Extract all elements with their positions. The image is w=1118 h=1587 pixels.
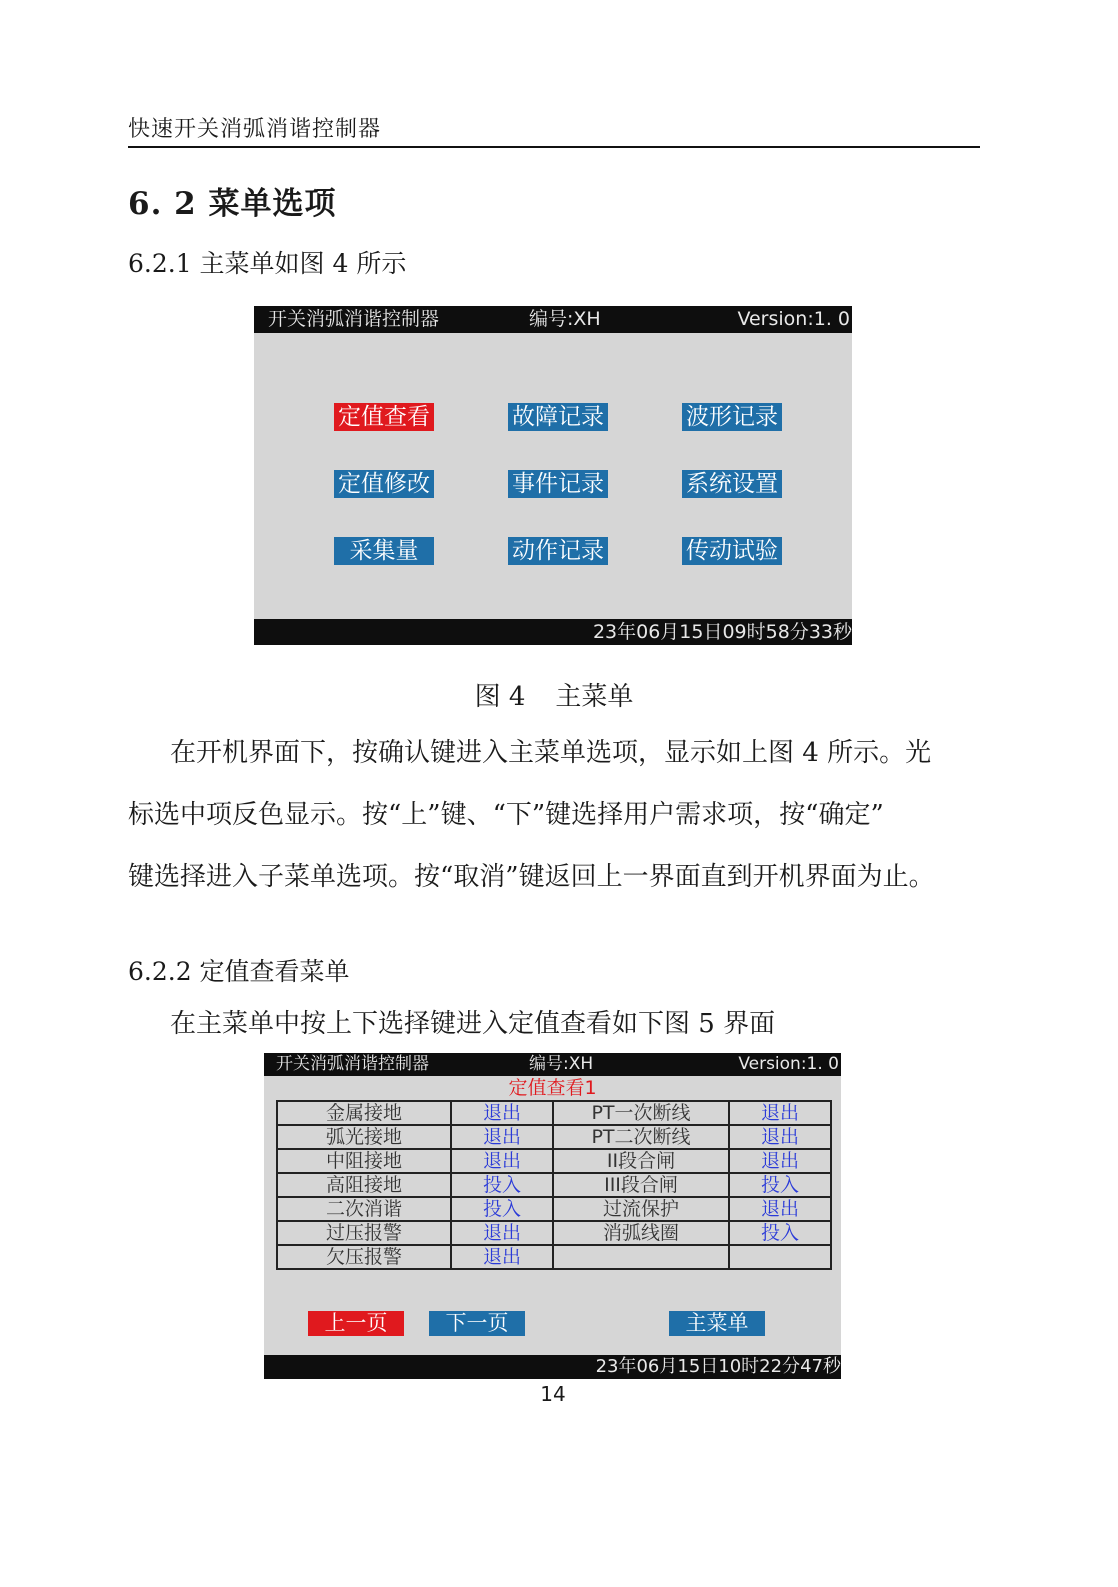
menu-item-acquisition[interactable]: 采集量 bbox=[334, 537, 434, 565]
table-row bbox=[277, 1149, 831, 1173]
setting-name: 金属接地 bbox=[277, 1101, 451, 1125]
setting-value[interactable]: 投入 bbox=[451, 1197, 553, 1221]
paragraph-line-3: 键选择进入子菜单选项。按“取消”键返回上一界面直到开机界面为止。 bbox=[128, 862, 935, 892]
table-row bbox=[277, 1125, 831, 1149]
setting-value[interactable]: 退出 bbox=[729, 1125, 831, 1149]
screen-datetime: 23年06月15日10时22分47秒 bbox=[595, 1356, 841, 1377]
setting-value[interactable]: 退出 bbox=[451, 1125, 553, 1149]
prev-page-button[interactable]: 上一页 bbox=[308, 1311, 404, 1336]
body-paragraph bbox=[128, 722, 980, 908]
setting-name: 过压报警 bbox=[277, 1221, 451, 1245]
device-version: Version:1. 0 bbox=[737, 308, 850, 330]
device-title: 开关消弧消谐控制器 bbox=[276, 1054, 429, 1074]
device-code: 编号:XH bbox=[529, 1054, 594, 1074]
section-title: 6. 2 菜单选项 bbox=[128, 186, 337, 222]
figure-4-caption-text: 主菜单 bbox=[555, 682, 634, 712]
setting-view-screen bbox=[264, 1053, 841, 1379]
subsection-6-2-2-intro: 在主菜单中按上下选择键进入定值查看如下图 5 界面 bbox=[170, 1009, 776, 1039]
device-version: Version:1. 0 bbox=[738, 1054, 839, 1074]
setting-value[interactable]: 退出 bbox=[451, 1149, 553, 1173]
next-page-button[interactable]: 下一页 bbox=[429, 1311, 525, 1336]
menu-item-action-record[interactable]: 动作记录 bbox=[508, 537, 608, 565]
menu-item-system-settings[interactable]: 系统设置 bbox=[682, 470, 782, 498]
device-code: 编号:XH bbox=[529, 308, 601, 330]
menu-item-setting-view[interactable]: 定值查看 bbox=[334, 403, 434, 431]
setting-name: 欠压报警 bbox=[277, 1245, 451, 1269]
setting-value[interactable]: 投入 bbox=[451, 1173, 553, 1197]
screen-title: 定值查看1 bbox=[508, 1077, 597, 1099]
menu-item-waveform-record[interactable]: 波形记录 bbox=[682, 403, 782, 431]
paragraph-line-1: 在开机界面下，按确认键进入主菜单选项，显示如上图 4 所示。光 bbox=[170, 738, 932, 768]
screen-status-bar bbox=[254, 619, 852, 645]
setting-value[interactable] bbox=[729, 1245, 831, 1269]
table-row bbox=[277, 1173, 831, 1197]
setting-name: 中阻接地 bbox=[277, 1149, 451, 1173]
setting-name: 消弧线圈 bbox=[553, 1221, 729, 1245]
table-row bbox=[277, 1197, 831, 1221]
screen-top-bar bbox=[254, 306, 852, 333]
figure-4-caption bbox=[0, 676, 1108, 713]
setting-value[interactable]: 退出 bbox=[729, 1101, 831, 1125]
main-menu-button[interactable]: 主菜单 bbox=[669, 1311, 765, 1336]
setting-name bbox=[553, 1245, 729, 1269]
table-row bbox=[277, 1245, 831, 1269]
device-title: 开关消弧消谐控制器 bbox=[268, 308, 440, 330]
setting-name: III段合闸 bbox=[553, 1173, 729, 1197]
header-rule bbox=[128, 146, 980, 148]
table-row bbox=[277, 1101, 831, 1125]
table-row bbox=[277, 1221, 831, 1245]
screen-datetime: 23年06月15日09时58分33秒 bbox=[592, 621, 852, 643]
menu-item-setting-modify[interactable]: 定值修改 bbox=[334, 470, 434, 498]
paragraph-line-2: 标选中项反色显示。按“上”键、“下”键选择用户需求项，按“确定” bbox=[128, 800, 884, 830]
settings-table bbox=[276, 1100, 832, 1270]
setting-value[interactable]: 投入 bbox=[729, 1221, 831, 1245]
screen-top-bar bbox=[264, 1053, 841, 1076]
subsection-6-2-1-title: 6.2.1 主菜单如图 4 所示 bbox=[128, 249, 407, 278]
screen-status-bar bbox=[264, 1355, 841, 1379]
setting-name: 二次消谐 bbox=[277, 1197, 451, 1221]
menu-item-event-record[interactable]: 事件记录 bbox=[508, 470, 608, 498]
menu-item-fault-record[interactable]: 故障记录 bbox=[508, 403, 608, 431]
setting-value[interactable]: 退出 bbox=[729, 1197, 831, 1221]
page-number: 14 bbox=[540, 1382, 566, 1406]
setting-name: II段合闸 bbox=[553, 1149, 729, 1173]
setting-value[interactable]: 投入 bbox=[729, 1173, 831, 1197]
setting-name: PT一次断线 bbox=[553, 1101, 729, 1125]
setting-value[interactable]: 退出 bbox=[451, 1245, 553, 1269]
setting-value[interactable]: 退出 bbox=[451, 1221, 553, 1245]
menu-item-drive-test[interactable]: 传动试验 bbox=[682, 537, 782, 565]
setting-name: 弧光接地 bbox=[277, 1125, 451, 1149]
main-menu-screen bbox=[254, 306, 852, 645]
setting-name: PT二次断线 bbox=[553, 1125, 729, 1149]
setting-value[interactable]: 退出 bbox=[451, 1101, 553, 1125]
running-header: 快速开关消弧消谐控制器 bbox=[128, 117, 382, 142]
figure-4-caption-number: 图 4 bbox=[474, 682, 526, 712]
setting-name: 过流保护 bbox=[553, 1197, 729, 1221]
setting-value[interactable]: 退出 bbox=[729, 1149, 831, 1173]
subsection-6-2-2-title: 6.2.2 定值查看菜单 bbox=[128, 957, 350, 986]
setting-name: 高阻接地 bbox=[277, 1173, 451, 1197]
